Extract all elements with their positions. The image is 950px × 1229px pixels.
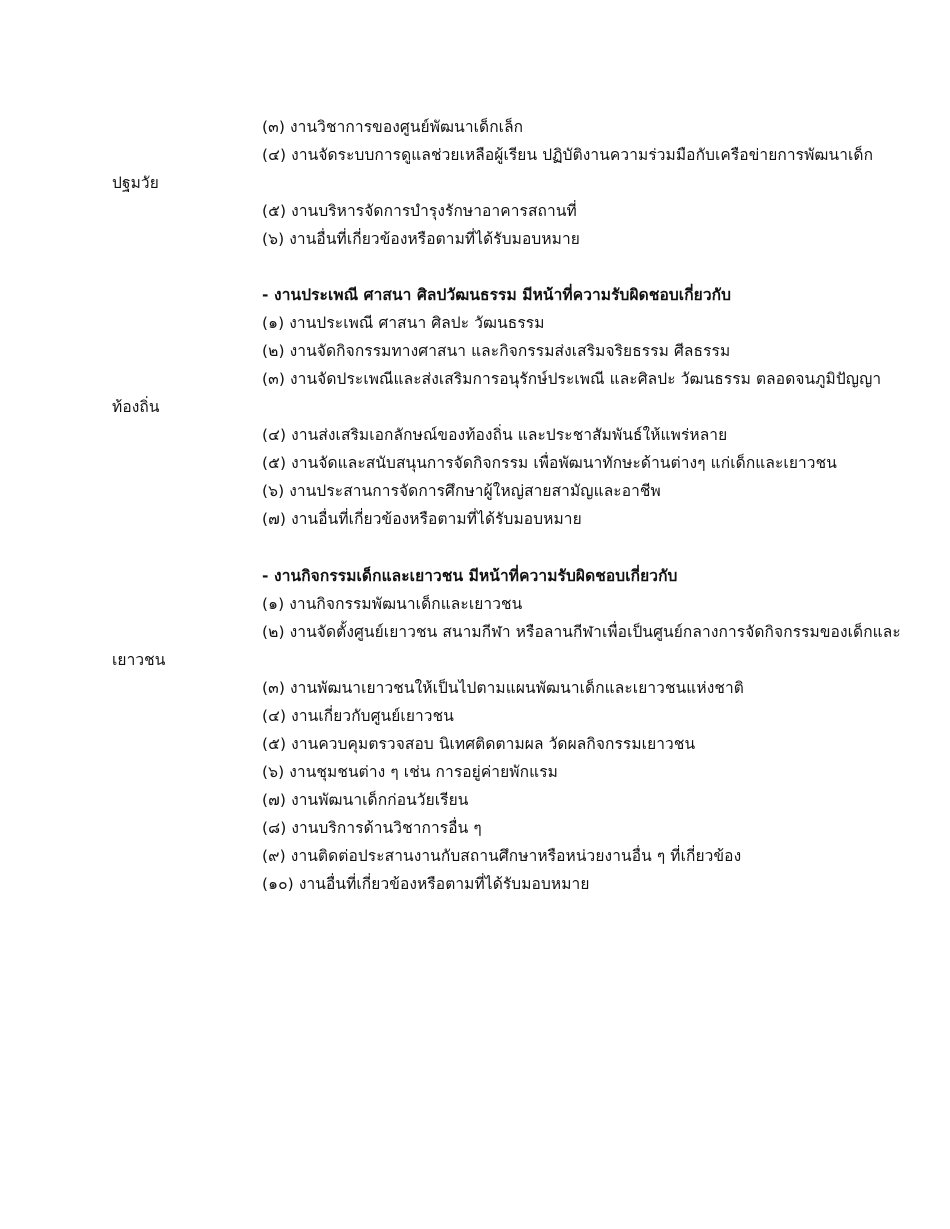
- section1-item-6: (๖) งานอื่นที่เกี่ยวข้องหรือตามที่ได้รับมอบหมาย: [262, 230, 580, 248]
- section1-item-4: (๔) งานจัดระบบการดูแลช่วยเหลือผู้เรียน ปฏิบัติงานความร่วมมือกับเครือข่ายการพัฒนาเด็ก: [262, 146, 874, 164]
- section3-item-8: (๘) งานบริการด้านวิชาการอื่น ๆ: [262, 819, 482, 837]
- section2-item-3: (๓) งานจัดประเพณีและส่งเสริมการอนุรักษ์ประเพณี และศิลปะ วัฒนธรรม ตลอดจนภูมิปัญญา: [262, 370, 882, 388]
- section3-item-1: (๑) งานกิจกรรมพัฒนาเด็กและเยาวชน: [262, 595, 523, 613]
- section3-item-4: (๔) งานเกี่ยวกับศูนย์เยาวชน: [262, 707, 454, 725]
- section3-item-9: (๙) งานติดต่อประสานงานกับสถานศึกษาหรือหน่วยงานอื่น ๆ ที่เกี่ยวข้อง: [262, 847, 742, 865]
- section2-item-5: (๕) งานจัดและสนับสนุนการจัดกิจกรรม เพื่อพัฒนาทักษะด้านต่างๆ แก่เด็กและเยาวชน: [262, 454, 837, 472]
- section2-item-3-continuation: ท้องถิ่น: [112, 398, 160, 416]
- section1-item-5: (๕) งานบริหารจัดการบำรุงรักษาอาคารสถานที่: [262, 202, 577, 220]
- section3-item-6: (๖) งานชุมชนต่าง ๆ เช่น การอยู่ค่ายพักแรม: [262, 763, 558, 781]
- section3-item-7: (๗) งานพัฒนาเด็กก่อนวัยเรียน: [262, 791, 469, 809]
- section1-item-4-continuation: ปฐมวัย: [112, 174, 159, 192]
- section2-item-1: (๑) งานประเพณี ศาสนา ศิลปะ วัฒนธรรม: [262, 314, 545, 332]
- section3-heading: - งานกิจกรรมเด็กและเยาวชน มีหน้าที่ความรับผิดชอบเกี่ยวกับ: [262, 567, 678, 585]
- section3-item-2: (๒) งานจัดตั้งศูนย์เยาวชน สนามกีฬา หรือลานกีฬาเพื่อเป็นศูนย์กลางการจัดกิจกรรมของเด็กและ: [262, 623, 901, 641]
- section2-item-2: (๒) งานจัดกิจกรรมทางศาสนา และกิจกรรมส่งเสริมจริยธรรม ศีลธรรม: [262, 342, 731, 360]
- section2-item-4: (๔) งานส่งเสริมเอกลักษณ์ของท้องถิ่น และประชาสัมพันธ์ให้แพร่หลาย: [262, 426, 728, 444]
- section3-item-10: (๑๐) งานอื่นที่เกี่ยวข้องหรือตามที่ได้รับมอบหมาย: [262, 875, 590, 893]
- section2-heading: - งานประเพณี ศาสนา ศิลปวัฒนธรรม มีหน้าที่ความรับผิดชอบเกี่ยวกับ: [262, 286, 732, 304]
- section3-item-5: (๕) งานควบคุมตรวจสอบ นิเทศติดตามผล วัดผลกิจกรรมเยาวชน: [262, 735, 696, 753]
- section1-item-3: (๓) งานวิชาการของศูนย์พัฒนาเด็กเล็ก: [262, 118, 524, 136]
- section3-item-3: (๓) งานพัฒนาเยาวชนให้เป็นไปตามแผนพัฒนาเด็กและเยาวชนแห่งชาติ: [262, 679, 744, 697]
- section2-item-6: (๖) งานประสานการจัดการศึกษาผู้ใหญ่สายสามัญและอาชีพ: [262, 482, 661, 500]
- section3-item-2-continuation: เยาวชน: [112, 651, 166, 669]
- section2-item-7: (๗) งานอื่นที่เกี่ยวข้องหรือตามที่ได้รับมอบหมาย: [262, 510, 582, 528]
